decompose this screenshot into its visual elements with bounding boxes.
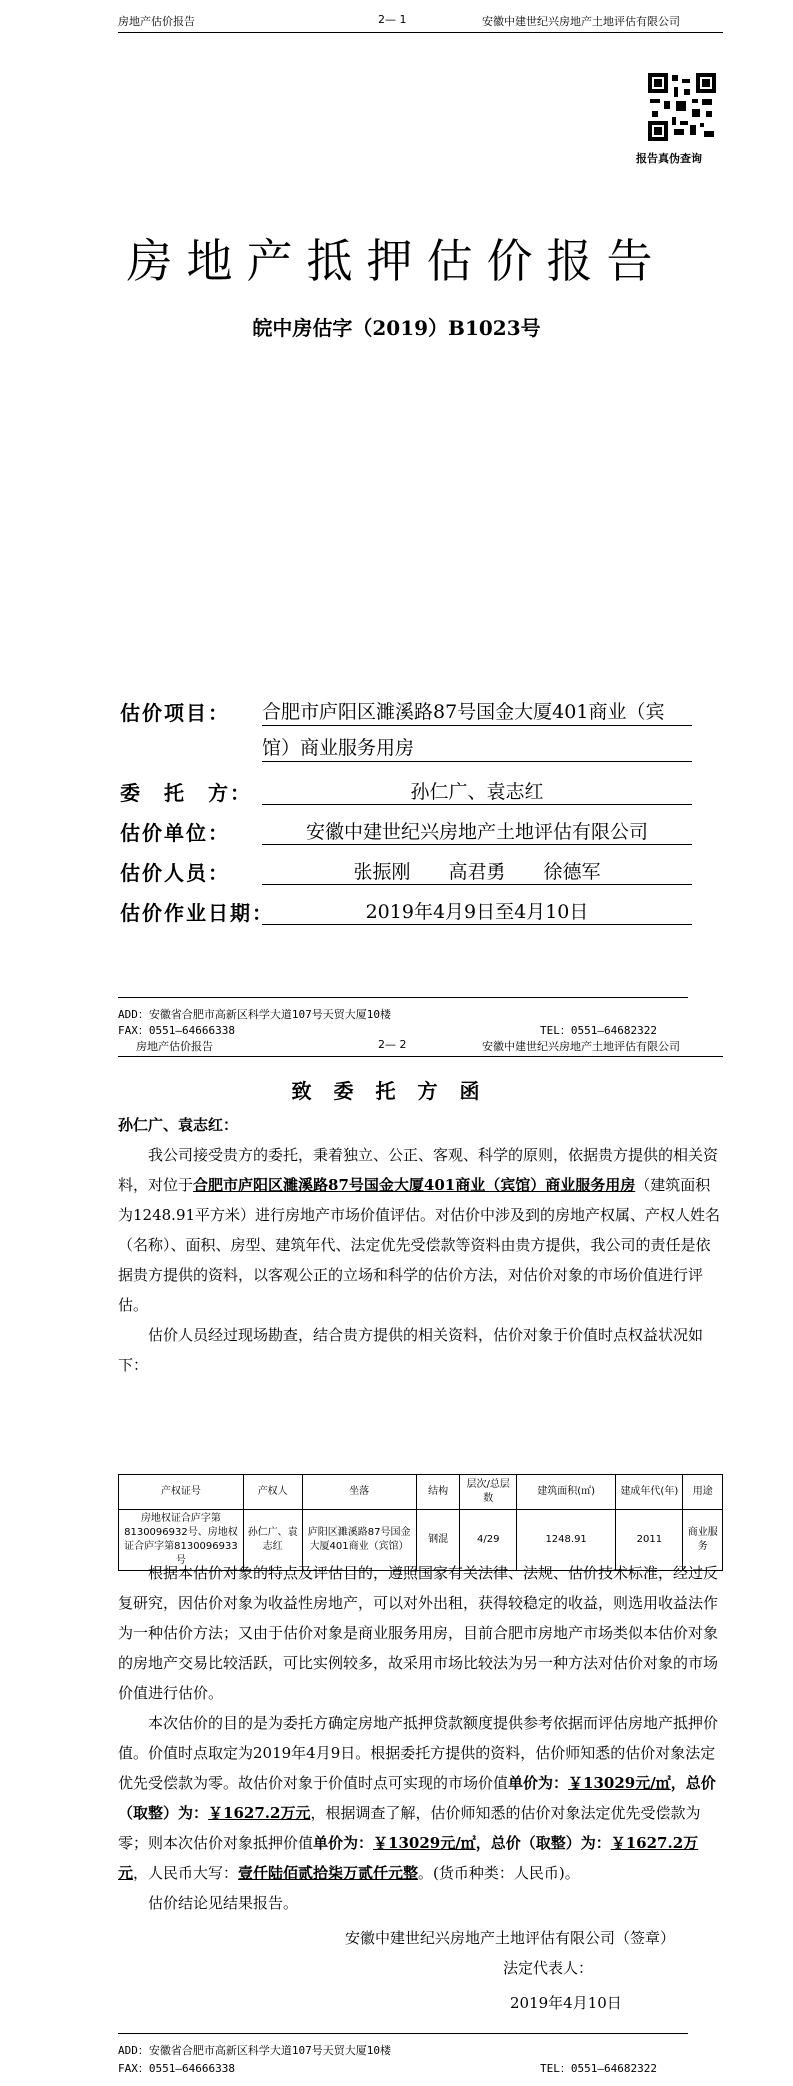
project-value: 合肥市庐阳区濉溪路87号国金大厦401商业（宾 <box>262 701 665 723</box>
appraisers-value: 张振刚 高君勇 徐德军 <box>353 861 601 883</box>
letter-title: 致委托方函 <box>291 1079 502 1103</box>
table-header: 产权人 <box>243 1475 302 1510</box>
project-value-line2: 馆）商业服务用房 <box>262 737 415 759</box>
legal-representative: 法定代表人： <box>503 1959 594 1977</box>
paragraph-1: 我公司接受贵方的委托，秉着独立、公正、客观、科学的原则，依据贵方提供的相关资料，对位于合肥市庐阳区濉溪路87号国金大厦401商业（宾馆）商业服务用房（建筑面积为1248.91平方米）进行房地产市场价值评估。对估价中涉及到的房地产权属、产权人姓名（名称）、面积、房型、建筑年代、法定优先受偿款等资料由贵方提供，我公司的责任是依据贵方提供的资料，以客观公正的立场和科学的估价方法，对估价对象的市场价值进行评估。 <box>118 1146 721 1314</box>
footer-tel: TEL：0551—64682322 <box>540 2062 657 2075</box>
paragraph-4: 本次估价的目的是为委托方确定房地产抵押贷款额度提供参考依据而评估房地产抵押价值。价值时点取定为2019年4月9日。根据委托方提供的资料，估价师知悉的估价对象法定优先受偿款为零。故估价对象于价值时点可实现的市场价值单价为：￥13029元/㎡，总价（取整）为：￥1627.2万元，根据调查了解，估价师知悉的估价对象法定优先受偿款为零；则本次估价对象抵押价值单价为：￥13029元/㎡，总价（取整）为：￥1627.2万元，人民币大写：壹仟陆佰贰拾柒万贰仟元整。(货币种类：人民币)。 <box>118 1714 719 1882</box>
table-cell: 2011 <box>616 1510 683 1571</box>
mortgage-unit-price: ￥13029元/㎡ <box>373 1834 476 1852</box>
table-header: 产权证号 <box>119 1475 244 1510</box>
mortgage-total-price: ￥1627.2万元 <box>118 1834 699 1882</box>
letter-body-bottom <box>118 1558 723 1918</box>
table-cell: 1248.91 <box>517 1510 616 1571</box>
property-address: 合肥市庐阳区濉溪路87号国金大厦401商业（宾馆）商业服务用房 <box>193 1176 636 1194</box>
market-unit-price: ￥13029元/㎡ <box>568 1774 671 1792</box>
footer-rule <box>118 2033 688 2034</box>
footer-fax: FAX：0551—64666338 <box>118 1024 235 1037</box>
paragraph-5: 估价结论见结果报告。 <box>148 1894 299 1912</box>
footer-tel: TEL：0551—64682322 <box>540 1024 657 1037</box>
qr-caption: 报告真伪查询 <box>636 152 702 165</box>
header-rule <box>118 1056 723 1057</box>
table-cell: 庐阳区濉溪路87号国金大厦401商业（宾馆） <box>302 1510 416 1571</box>
paragraph-3: 根据本估价对象的特点及评估目的，遵照国家有关法律、法规、估价技术标准，经过反复研究，因估价对象为收益性房地产，可以对外出租，获得较稳定的收益，则选用收益法作为一种估价方法；又由于估价对象是商业服务用房，目前合肥市房地产市场类似本估价对象的房地产交易比较活跃，可比实例较多，故采用市场比较法为另一种方法对估价对象的市场价值进行估价。 <box>118 1564 719 1702</box>
letter-date: 2019年4月10日 <box>510 1994 622 2012</box>
header-rule <box>118 32 723 33</box>
client-value: 孙仁广、袁志红 <box>410 781 544 803</box>
table-header: 结构 <box>416 1475 460 1510</box>
header-left: 房地产估价报告 <box>136 1040 213 1053</box>
table-header: 建筑面积(㎡) <box>517 1475 616 1510</box>
market-total-price: ￥1627.2万元 <box>208 1804 311 1822</box>
table-cell: 钢混 <box>416 1510 460 1571</box>
appraiser-company-value: 安徽中建世纪兴房地产土地评估有限公司 <box>305 821 648 843</box>
table-cell: 孙仁广、袁志红 <box>243 1510 302 1571</box>
header-right: 安徽中建世纪兴房地产土地评估有限公司 <box>482 1040 680 1053</box>
report-number: 皖中房估字（2019）B1023号 <box>252 316 541 340</box>
table-header: 层次/总层数 <box>460 1475 517 1510</box>
signer: 安徽中建世纪兴房地产土地评估有限公司（签章） <box>345 1929 676 1947</box>
letter-body-top <box>118 1110 723 1380</box>
qr-code-icon[interactable] <box>648 73 716 141</box>
header-page-number: 2— 2 <box>378 1038 407 1051</box>
work-date-label: 估价作业日期： <box>120 901 274 925</box>
table-header: 建成年代(年) <box>616 1475 683 1510</box>
project-label: 估价项目： <box>120 701 230 725</box>
table-cell: 房地权证合庐字第8130096932号、房地权证合庐字第8130096933号 <box>119 1510 244 1571</box>
work-date-value: 2019年4月9日至4月10日 <box>365 901 589 923</box>
header-left: 房地产估价报告 <box>118 15 195 28</box>
footer-fax: FAX：0551—64666338 <box>118 2062 235 2075</box>
footer-address: ADD：安徽省合肥市高新区科学大道107号天贸大厦10楼 <box>118 2044 391 2057</box>
property-table <box>118 1474 723 1571</box>
header-right: 安徽中建世纪兴房地产土地评估有限公司 <box>482 15 680 28</box>
table-header-row <box>119 1475 723 1510</box>
total-uppercase: 壹仟陆佰贰拾柒万贰仟元整 <box>238 1864 419 1882</box>
report-title: 房地产抵押估价报告 <box>126 234 667 288</box>
footer-rule <box>118 997 688 998</box>
table-header: 用途 <box>683 1475 723 1510</box>
table-cell: 商业服务 <box>683 1510 723 1571</box>
header-page-number: 2— 1 <box>378 13 407 26</box>
paragraph-2: 估价人员经过现场勘查，结合贵方提供的相关资料，估价对象于价值时点权益状况如下： <box>118 1326 704 1374</box>
table-header: 坐落 <box>302 1475 416 1510</box>
salutation: 孙仁广、袁志红： <box>118 1116 239 1134</box>
appraiser-company-label: 估价单位： <box>120 821 230 845</box>
client-label: 委 托 方： <box>120 781 252 805</box>
table-cell: 4/29 <box>460 1510 517 1571</box>
appraisers-label: 估价人员： <box>120 861 230 885</box>
footer-address: ADD：安徽省合肥市高新区科学大道107号天贸大厦10楼 <box>118 1008 391 1021</box>
